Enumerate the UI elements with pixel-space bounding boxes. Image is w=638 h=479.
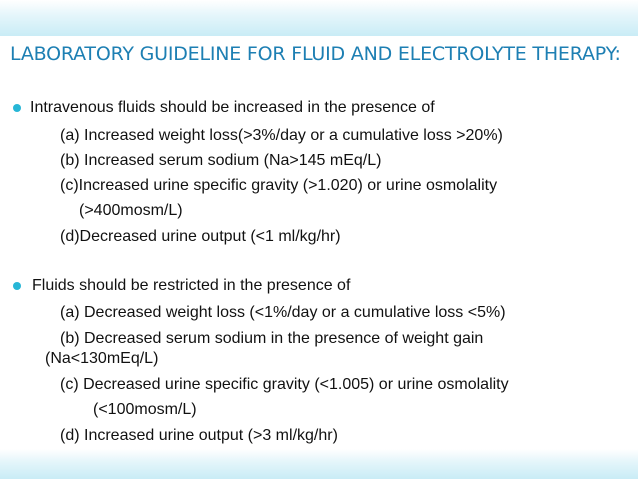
bullet-2-item-c: (c) Decreased urine specific gravity (<1.005) or urine osmolality bbox=[60, 376, 509, 393]
bullet-2-item-a: (a) Decreased weight loss (<1%/day or a cumulative loss <5%) bbox=[60, 304, 506, 321]
bullet-1-item-c-cont: (>400mosm/L) bbox=[79, 202, 183, 219]
bullet-1-item-a: (a) Increased weight loss(>3%/day or a cumulative loss >20%) bbox=[60, 127, 503, 144]
bullet-2-item-b: (b) Decreased serum sodium in the presence of weight gain bbox=[60, 330, 484, 347]
bullet-dot-icon bbox=[13, 282, 21, 290]
bullet-dot-icon bbox=[13, 104, 21, 112]
slide-title: LABORATORY GUIDELINE FOR FLUID AND ELECTROLYTE THERAPY: bbox=[10, 43, 621, 65]
bullet-2-item-b-cont: (Na<130mEq/L) bbox=[45, 350, 159, 367]
top-gradient-band bbox=[0, 0, 638, 36]
bullet-1-item-b: (b) Increased serum sodium (Na>145 mEq/L) bbox=[60, 152, 382, 169]
bullet-2-item-d: (d) Increased urine output (>3 ml/kg/hr) bbox=[60, 427, 338, 444]
bullet-2-item-c-cont: (<100mosm/L) bbox=[93, 401, 197, 418]
bullet-2-text: Fluids should be restricted in the presence of bbox=[32, 277, 351, 294]
bullet-1-text: Intravenous fluids should be increased in the presence of bbox=[30, 99, 435, 116]
bullet-1-item-c: (c)Increased urine specific gravity (>1.020) or urine osmolality bbox=[60, 177, 498, 194]
bottom-gradient-band bbox=[0, 449, 638, 479]
bullet-1-item-d: (d)Decreased urine output (<1 ml/kg/hr) bbox=[60, 228, 341, 245]
